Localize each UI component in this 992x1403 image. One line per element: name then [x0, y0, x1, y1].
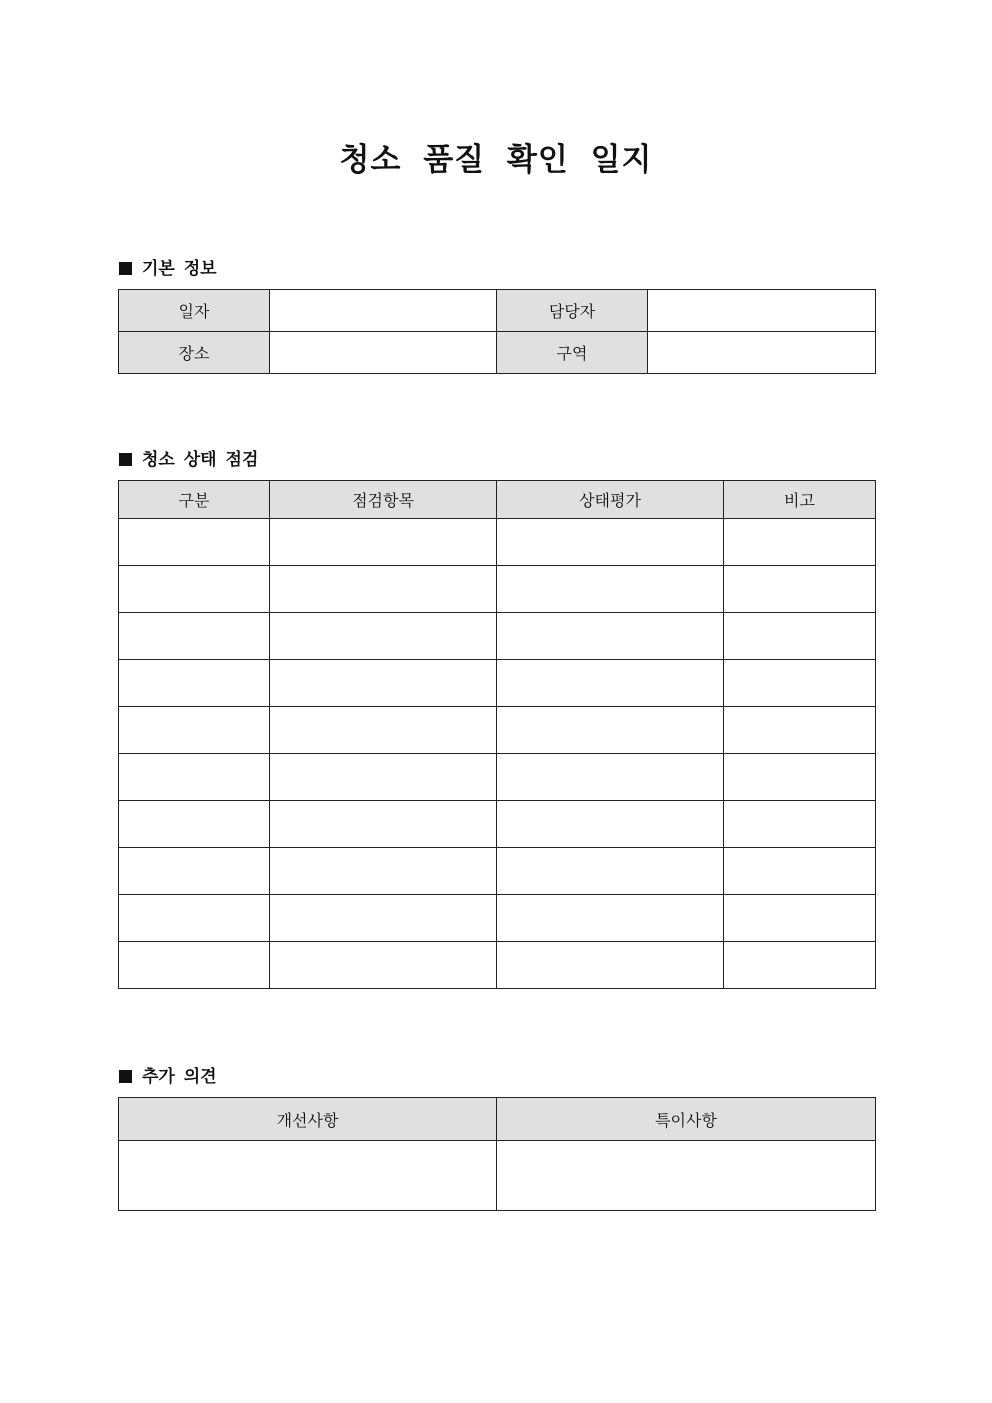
page-title: 청소 품질 확인 일지 [339, 142, 653, 178]
remarks-cell[interactable] [724, 754, 876, 801]
check-item-cell[interactable] [270, 707, 497, 754]
remarks-cell[interactable] [724, 566, 876, 613]
inspection-rows [119, 519, 876, 989]
column-header-status: 상태평가 [497, 481, 724, 519]
table-row [119, 754, 876, 801]
column-header-special-notes: 특이사항 [497, 1098, 876, 1141]
square-bullet-icon [119, 453, 132, 466]
check-item-cell[interactable] [270, 848, 497, 895]
inspection-table [118, 480, 876, 989]
section-heading-opinion: 추가 의견 [119, 1062, 217, 1087]
check-item-cell[interactable] [270, 754, 497, 801]
manager-label: 담당자 [497, 290, 648, 332]
remarks-cell[interactable] [724, 707, 876, 754]
remarks-cell[interactable] [724, 801, 876, 848]
column-header-check-item: 점검항목 [270, 481, 497, 519]
status-cell[interactable] [497, 942, 724, 989]
date-field[interactable] [270, 290, 497, 332]
table-row [119, 660, 876, 707]
remarks-cell[interactable] [724, 848, 876, 895]
date-label: 일자 [119, 290, 270, 332]
table-header-row [119, 1098, 876, 1141]
table-header-row [119, 481, 876, 519]
category-cell[interactable] [119, 613, 270, 660]
column-header-improvements: 개선사항 [119, 1098, 497, 1141]
table-row [119, 290, 876, 332]
square-bullet-icon [119, 1070, 132, 1083]
remarks-cell[interactable] [724, 660, 876, 707]
status-cell[interactable] [497, 660, 724, 707]
table-row [119, 707, 876, 754]
category-cell[interactable] [119, 519, 270, 566]
category-cell[interactable] [119, 942, 270, 989]
check-item-cell[interactable] [270, 613, 497, 660]
check-item-cell[interactable] [270, 942, 497, 989]
table-row [119, 848, 876, 895]
zone-field[interactable] [648, 332, 876, 374]
square-bullet-icon [119, 262, 132, 275]
status-cell[interactable] [497, 895, 724, 942]
table-row [119, 895, 876, 942]
remarks-cell[interactable] [724, 519, 876, 566]
basic-info-table [118, 289, 876, 374]
status-cell[interactable] [497, 566, 724, 613]
manager-field[interactable] [648, 290, 876, 332]
special-notes-field[interactable] [497, 1141, 876, 1211]
column-header-category: 구분 [119, 481, 270, 519]
check-item-cell[interactable] [270, 660, 497, 707]
table-row [119, 332, 876, 374]
status-cell[interactable] [497, 707, 724, 754]
status-cell[interactable] [497, 848, 724, 895]
place-field[interactable] [270, 332, 497, 374]
table-row [119, 519, 876, 566]
place-label: 장소 [119, 332, 270, 374]
check-item-cell[interactable] [270, 895, 497, 942]
improvements-field[interactable] [119, 1141, 497, 1211]
check-item-cell[interactable] [270, 566, 497, 613]
table-row [119, 1141, 876, 1211]
table-row [119, 566, 876, 613]
opinion-table [118, 1097, 876, 1211]
category-cell[interactable] [119, 754, 270, 801]
category-cell[interactable] [119, 848, 270, 895]
check-item-cell[interactable] [270, 519, 497, 566]
section-heading-basic-info: 기본 정보 [119, 254, 217, 279]
table-row [119, 613, 876, 660]
status-cell[interactable] [497, 801, 724, 848]
category-cell[interactable] [119, 566, 270, 613]
table-row [119, 942, 876, 989]
status-cell[interactable] [497, 613, 724, 660]
section-heading-inspection: 청소 상태 점검 [119, 445, 258, 470]
status-cell[interactable] [497, 519, 724, 566]
remarks-cell[interactable] [724, 942, 876, 989]
zone-label: 구역 [497, 332, 648, 374]
category-cell[interactable] [119, 707, 270, 754]
category-cell[interactable] [119, 895, 270, 942]
category-cell[interactable] [119, 801, 270, 848]
category-cell[interactable] [119, 660, 270, 707]
remarks-cell[interactable] [724, 895, 876, 942]
table-row [119, 801, 876, 848]
remarks-cell[interactable] [724, 613, 876, 660]
column-header-remarks: 비고 [724, 481, 876, 519]
status-cell[interactable] [497, 754, 724, 801]
check-item-cell[interactable] [270, 801, 497, 848]
